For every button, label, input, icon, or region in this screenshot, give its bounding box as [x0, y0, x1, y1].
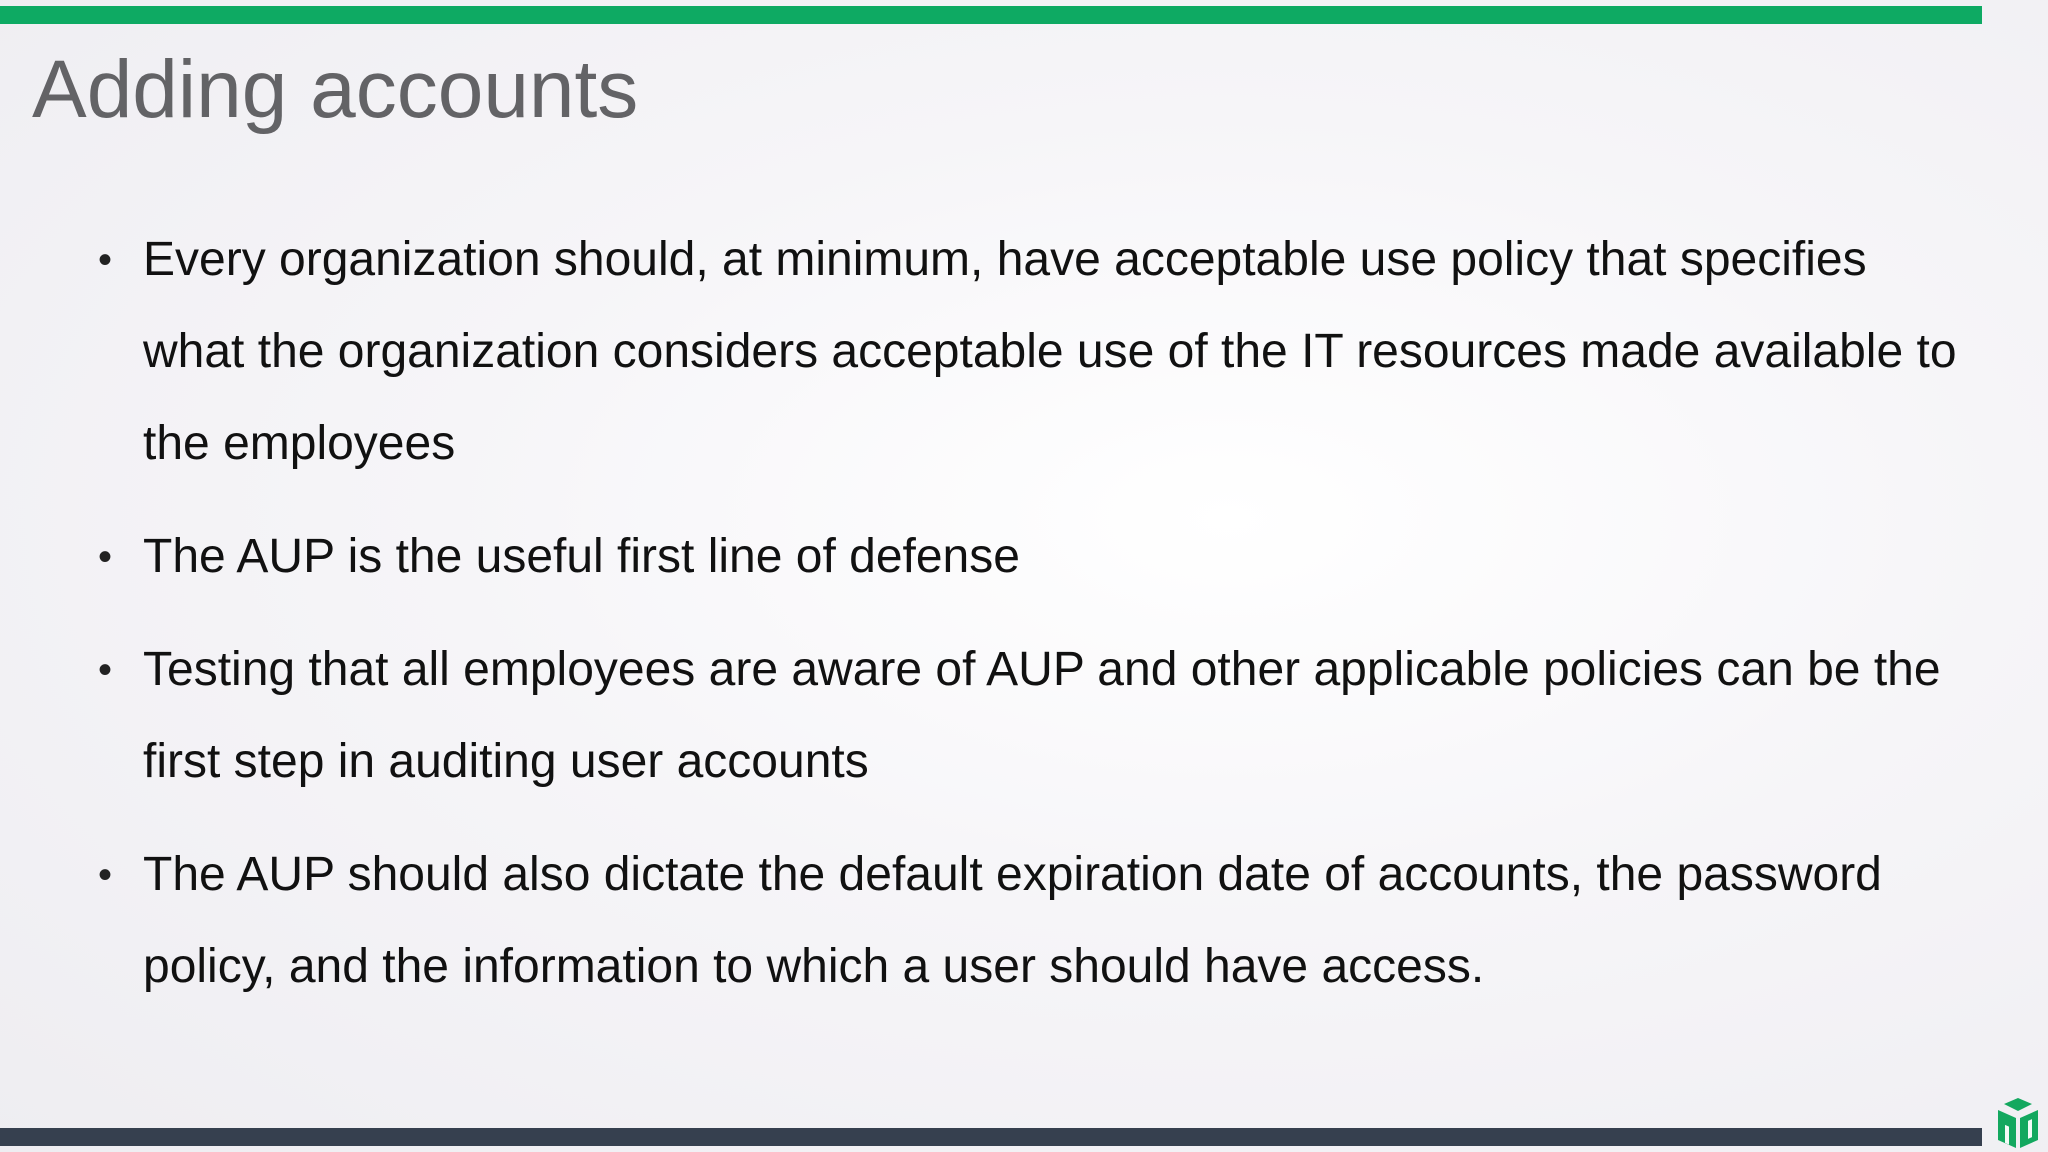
bullet-text: The AUP is the useful first line of defense [143, 530, 1020, 583]
bullet-item [98, 829, 1968, 1013]
book-logo-icon [1994, 1096, 2042, 1150]
bullet-item [98, 624, 1968, 808]
top-accent-bar [0, 6, 1982, 24]
bullet-text: The AUP should also dictate the default expiration date of accounts, the password policy, and the information to which a user should have access. [143, 848, 1882, 993]
bullet-list [98, 214, 1968, 1034]
bullet-marker: • [98, 535, 113, 579]
slide-title: Adding accounts [32, 44, 639, 135]
bottom-accent-bar [0, 1128, 1982, 1146]
bullet-item [98, 511, 1968, 603]
bullet-text: Testing that all employees are aware of AUP and other applicable policies can be the first step in auditing user accounts [143, 643, 1941, 788]
bullet-text: Every organization should, at minimum, have acceptable use policy that specifies what the organization considers acceptable use of the IT resources made available to the employees [143, 233, 1957, 470]
bullet-marker: • [98, 853, 113, 897]
bullet-marker: • [98, 238, 113, 282]
bullet-marker: • [98, 648, 113, 692]
bullet-item [98, 214, 1968, 490]
